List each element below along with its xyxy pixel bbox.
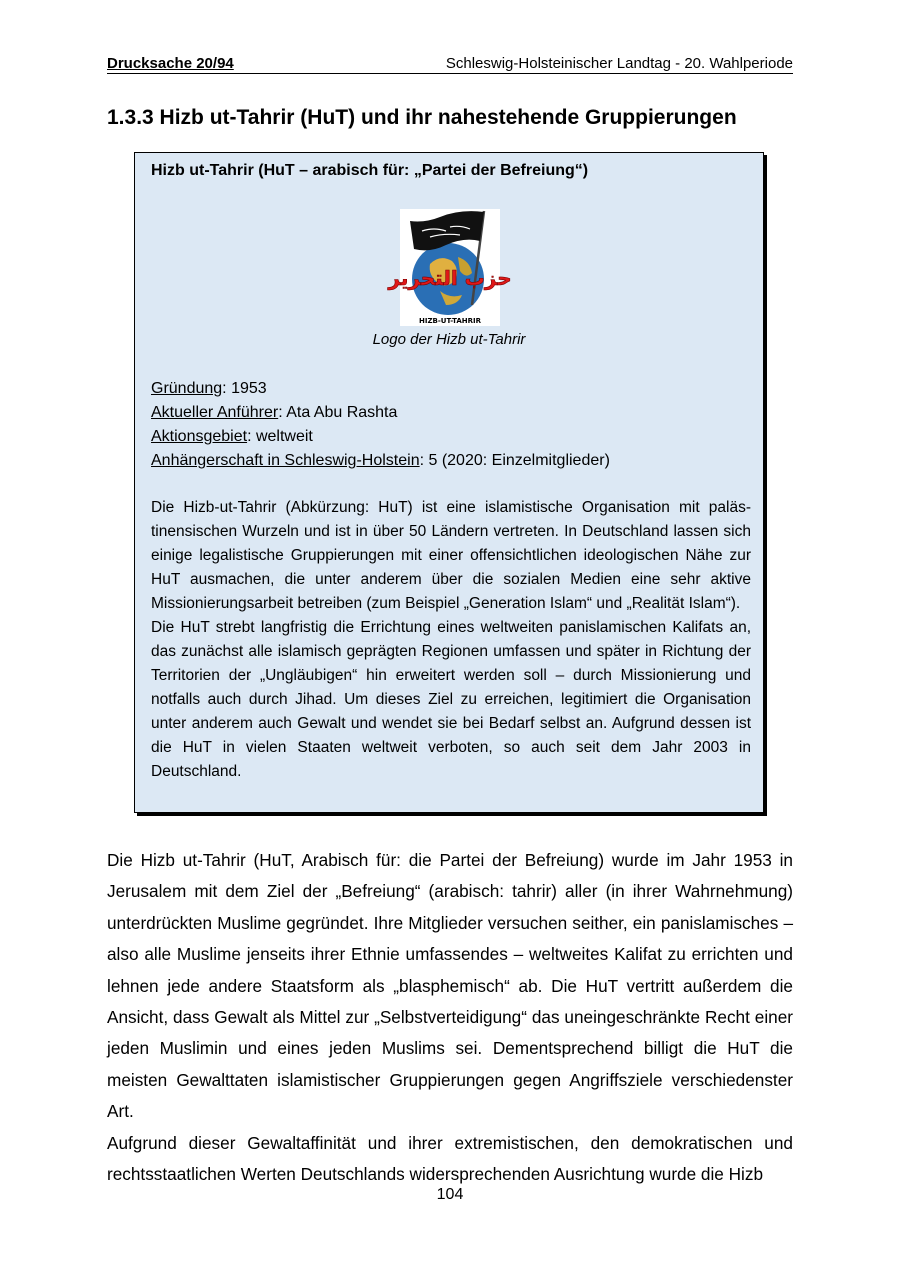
page-number: 104 xyxy=(436,1186,464,1203)
fact-list xyxy=(151,377,610,473)
logo-caption: Logo der Hizb ut-Tahrir xyxy=(372,331,526,348)
info-paragraph: Die HuT strebt langfristig die Errichtung eines weltweiten panislamischen Kalifats an, das zunächst alle islamisch geprägten Regionen umfassen und später in Richtung der Territorien der „Ungläubigen“ hin erweitert werden soll – durch Missionierung und notfalls auch durch Jihad. Um dieses Ziel zu erreichen, legitimiert die Organisation unter anderem auch Gewalt und wendet sie bei Bedarf selbst an. Aufgrund dessen ist die HuT in vielen Staaten weltweit verboten, so auch seit dem Jahr 2003 in Deutschland. xyxy=(151,619,751,780)
fact-leader: Aktueller Anführer: Ata Abu Rashta xyxy=(151,404,398,421)
fact-membership: Anhängerschaft in Schleswig-Holstein: 5 (2020: Einzelmitglieder) xyxy=(151,452,610,469)
document-number: Drucksache 20/94 xyxy=(107,55,234,72)
body-paragraph: Die Hizb ut-Tahrir (HuT, Arabisch für: die Partei der Befreiung) wurde im Jahr 1953 in Jerusalem mit dem Ziel der „Befreiung“ (arabisch: tahrir) aller (in ihrer Wahrnehmung) unterdrückten Muslime gegründet. Ihre Mitglieder versuchen seither, ein panislamisches – also alle Muslime jenseits ihrer Ethnie umfassendes – weltweites Kalifat zu errichten und lehnen jede andere Staatsform als „blasphemisch“ ab. Die HuT vertritt außerdem die Ansicht, dass Gewalt als Mittel zur „Selbstverteidigung“ das uneingeschränkte Recht einer jeden Muslimin und eines jeden Muslims sei. Dementsprechend billigt die HuT die meisten Gewalttaten islamistischer Gruppierungen gegen Angriffsziele verschiedenster Art. xyxy=(107,850,793,1122)
info-box-title: Hizb ut-Tahrir (HuT – arabisch für: „Partei der Befreiung“) xyxy=(151,162,589,179)
page-header xyxy=(107,55,793,74)
info-box-text xyxy=(151,496,751,784)
body-text xyxy=(107,845,793,1190)
info-paragraph: Die Hizb-ut-Tahrir (Abkürzung: HuT) ist eine islamistische Organisation mit palästinensischen Wurzeln und ist in über 50 Ländern vertreten. In Deutschland lassen sich einige legalistische Gruppierungen mit einer offensichtlichen ideologischen Nähe zur HuT ausmachen, die unter anderem über die sozialen Medien eine sehr aktive Missionierungsarbeit betreiben (zum Beispiel „Generation Islam“ und „Realität Islam“). xyxy=(151,499,751,612)
parliament-label: Schleswig-Holsteinischer Landtag - 20. Wahlperiode xyxy=(445,55,793,72)
fact-area: Aktionsgebiet: weltweit xyxy=(151,428,313,445)
section-title: 1.3.3 Hizb ut-Tahrir (HuT) und ihr nahestehende Gruppierungen xyxy=(107,106,737,129)
fact-founding: Gründung: 1953 xyxy=(151,380,267,397)
svg-text:HIZB-UT-TAHRIR: HIZB-UT-TAHRIR xyxy=(419,317,481,325)
info-box xyxy=(134,152,764,813)
svg-text:حزب التحرير: حزب التحرير xyxy=(388,266,512,290)
hizb-ut-tahrir-logo xyxy=(388,209,512,326)
body-paragraph: Aufgrund dieser Gewaltaffinität und ihrer extremistischen, den demokratischen und rechtsstaatlichen Werten Deutschlands widersprechenden Ausrichtung wurde die Hizb xyxy=(107,1132,793,1185)
